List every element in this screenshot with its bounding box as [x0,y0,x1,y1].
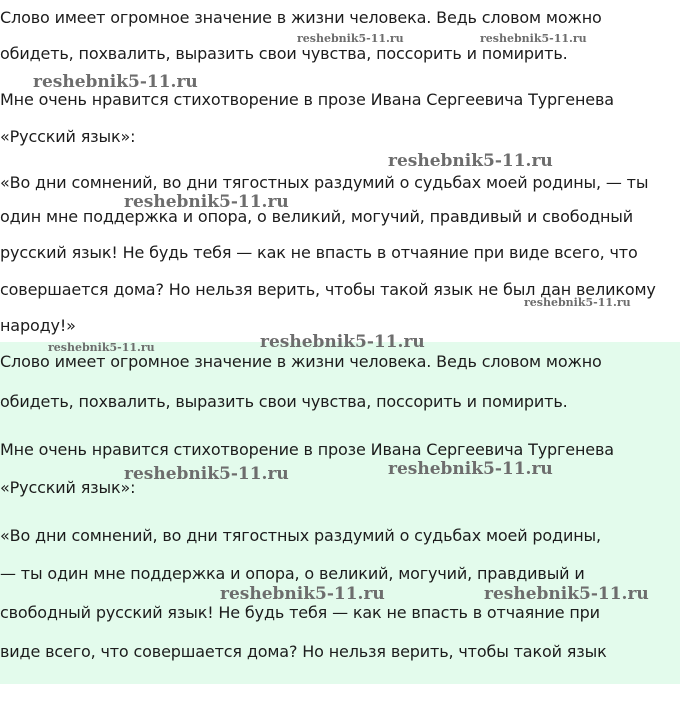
top-line-6: один мне поддержка и опора, о великий, могучий, правдивый и свободный [0,207,634,226]
watermark: reshebnik5-11.ru [388,151,553,171]
bottom-line-6: — ты один мне поддержка и опора, о великий, могучий, правдивый и [0,564,585,583]
top-line-5: «Во дни сомнений, во дни тягостных раздумий о судьбах моей родины, — ты [0,173,649,192]
top-line-4: «Русский язык»: [0,127,136,146]
top-line-8: совершается дома? Но нельзя верить, чтобы такой язык не был дан великому [0,280,656,299]
bottom-line-3: Мне очень нравится стихотворение в прозе Ивана Сергеевича Тургенева [0,440,614,459]
watermark: reshebnik5-11.ru [297,32,404,45]
watermark: reshebnik5-11.ru [524,296,631,309]
watermark: reshebnik5-11.ru [388,459,553,479]
watermark: reshebnik5-11.ru [48,341,155,354]
top-line-2: обидеть, похвалить, выразить свои чувства, поссорить и помирить. [0,44,568,63]
top-line-9: народу!» [0,316,76,335]
watermark: reshebnik5-11.ru [124,464,289,484]
watermark: reshebnik5-11.ru [480,32,587,45]
watermark: reshebnik5-11.ru [124,192,289,212]
watermark: reshebnik5-11.ru [484,584,649,604]
bottom-line-5: «Во дни сомнений, во дни тягостных раздумий о судьбах моей родины, [0,526,601,545]
bottom-line-4: «Русский язык»: [0,478,136,497]
top-line-7: русский язык! Не будь тебя — как не впасть в отчаяние при виде всего, что [0,243,638,262]
top-line-1: Слово имеет огромное значение в жизни человека. Ведь словом можно [0,8,602,27]
bottom-line-1: Слово имеет огромное значение в жизни человека. Ведь словом можно [0,352,602,371]
watermark: reshebnik5-11.ru [260,332,425,352]
watermark: reshebnik5-11.ru [220,584,385,604]
watermark: reshebnik5-11.ru [33,72,198,92]
bottom-line-8: виде всего, что совершается дома? Но нельзя верить, чтобы такой язык [0,642,607,661]
bottom-line-7: свободный русский язык! Не будь тебя — как не впасть в отчаяние при [0,603,600,622]
bottom-line-2: обидеть, похвалить, выразить свои чувства, поссорить и помирить. [0,392,568,411]
top-line-3: Мне очень нравится стихотворение в прозе Ивана Сергеевича Тургенева [0,90,614,109]
